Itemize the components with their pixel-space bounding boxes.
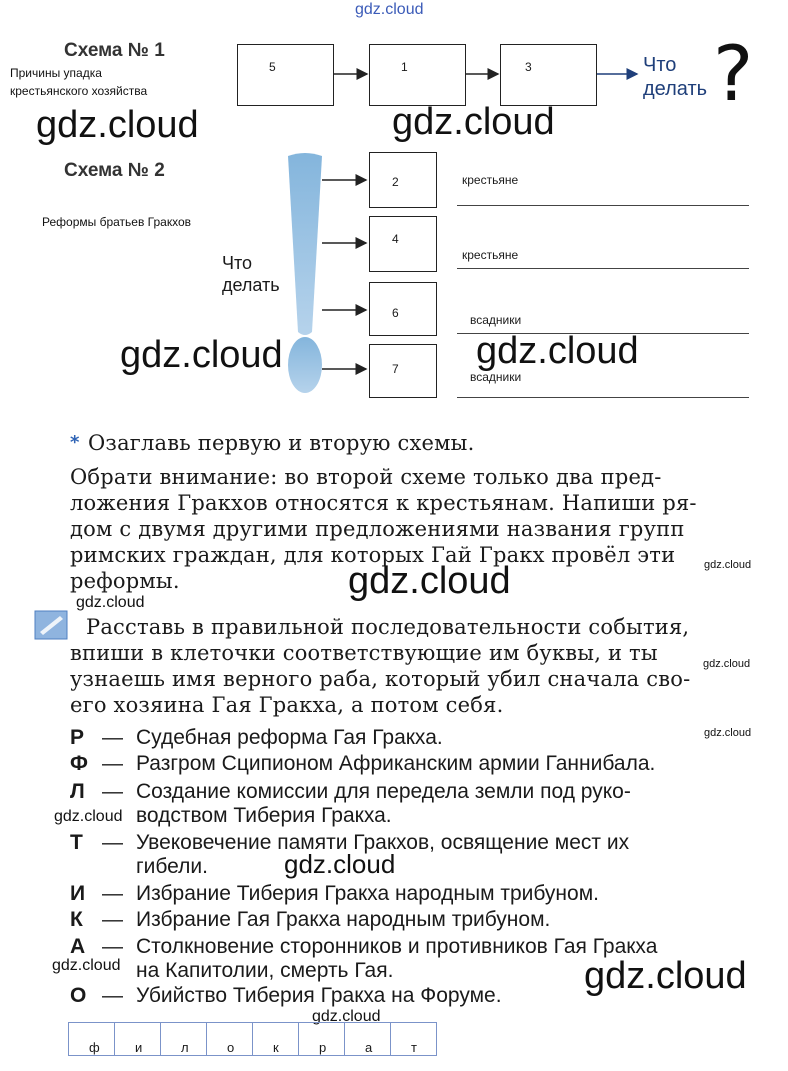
watermark: gdz.cloud <box>704 559 752 571</box>
answer-line <box>457 268 749 269</box>
scheme2-group-label-3: всадники <box>470 313 522 327</box>
question-mark-icon: ? <box>713 29 754 118</box>
watermark: gdz.cloud <box>36 104 199 146</box>
star-icon: * <box>70 432 80 453</box>
task2-line-1: Расставь в правильной последовательности события, <box>86 615 690 639</box>
watermark: gdz.cloud <box>584 955 747 997</box>
answer-cell-letter: и <box>135 1040 143 1055</box>
scheme2-box-3-number: 6 <box>392 306 399 320</box>
answer-cell[interactable] <box>298 1022 345 1056</box>
event-dash: — <box>102 935 123 958</box>
watermark: gdz.cloud <box>54 808 123 825</box>
scheme2-group-label-1: крестьяне <box>462 173 519 187</box>
scheme1-caption-line2: крестьянского хозяйства <box>10 84 148 98</box>
answer-cell[interactable] <box>114 1022 161 1056</box>
watermark: gdz.cloud <box>120 334 283 376</box>
scheme2-group-label-4: всадники <box>470 370 522 384</box>
scheme1-box-3-number: 3 <box>525 60 532 74</box>
answer-cell-letter: т <box>411 1040 417 1055</box>
scheme2-question-line1: Что <box>222 253 253 273</box>
event-text-continued: на Капитолии, смерть Гая. <box>136 959 394 982</box>
task1-line-3: ложения Гракхов относятся к крестьянам. Напиши ря- <box>70 491 697 515</box>
scheme1-caption-line1: Причины упадка <box>10 66 102 80</box>
event-text: Создание комиссии для передела земли под руко- <box>136 780 631 803</box>
watermark: gdz.cloud <box>348 560 511 602</box>
event-text: Убийство Тиберия Гракха на Форуме. <box>136 984 502 1007</box>
event-text: Избрание Гая Гракха народным трибуном. <box>136 908 551 931</box>
answer-cell[interactable] <box>206 1022 253 1056</box>
answer-line <box>457 205 749 206</box>
answer-cell-letter: л <box>181 1040 189 1055</box>
scheme1-question-line1: Что <box>643 54 677 76</box>
event-text: Увековечение памяти Гракхов, освящение мест их <box>136 831 630 854</box>
answer-cell-letter: о <box>227 1040 235 1055</box>
watermark: gdz.cloud <box>284 849 396 879</box>
answer-line <box>457 397 749 398</box>
watermark: gdz.cloud <box>76 594 145 611</box>
scheme2-question-line2: делать <box>222 275 280 295</box>
event-text: Столкновение сторонников и противников Гая Гракха <box>136 935 658 958</box>
task2-line-4: его хозяина Гая Гракха, а потом себя. <box>70 693 504 717</box>
event-letter: К <box>70 908 83 931</box>
scheme2-box-2 <box>369 216 437 272</box>
task1-line-5: римских граждан, для которых Гай Гракх провёл эти <box>70 543 676 567</box>
answer-cell[interactable] <box>68 1022 115 1056</box>
event-letter: А <box>70 935 86 958</box>
event-dash: — <box>102 726 123 749</box>
event-text-continued: водством Тиберия Гракха. <box>136 804 392 827</box>
event-dash: — <box>102 908 123 931</box>
watermark: gdz.cloud <box>476 330 639 372</box>
event-letter: О <box>70 984 87 1007</box>
scheme2-caption: Реформы братьев Гракхов <box>42 215 192 229</box>
event-dash: — <box>102 780 123 803</box>
event-letter: Ф <box>70 752 88 775</box>
watermark: gdz.cloud <box>392 101 555 143</box>
scheme2-box-4 <box>369 344 437 398</box>
scheme1-box-1-number: 5 <box>269 60 276 74</box>
task1-line-2: Обрати внимание: во второй схеме только два пред- <box>70 465 662 489</box>
scheme2-box-1-number: 2 <box>392 175 399 189</box>
event-text: Избрание Тиберия Гракха народным трибуном. <box>136 882 599 905</box>
answer-cell[interactable] <box>344 1022 391 1056</box>
scheme1-box-2-number: 1 <box>401 60 408 74</box>
watermark: gdz.cloud <box>355 1 424 18</box>
answer-cells <box>68 1022 436 1056</box>
task1-line-6: реформы. <box>70 569 180 593</box>
event-text-continued: гибели. <box>136 855 208 878</box>
event-text: Разгром Сципионом Африканским армии Ганнибала. <box>136 752 656 775</box>
event-dash: — <box>102 752 123 775</box>
scheme2-box-4-number: 7 <box>392 362 399 376</box>
pencil-task-icon <box>34 610 68 640</box>
answer-cell-letter: ф <box>89 1040 100 1055</box>
watermark: gdz.cloud <box>52 957 121 974</box>
event-dash: — <box>102 882 123 905</box>
event-letter: И <box>70 882 86 905</box>
scheme2-group-label-2: крестьяне <box>462 248 519 262</box>
event-letter: Т <box>70 831 83 854</box>
scheme2-title: Схема № 2 <box>64 160 165 181</box>
answer-cell[interactable] <box>390 1022 437 1056</box>
scheme1-title: Схема № 1 <box>64 40 165 61</box>
task1-line-4: дом с двумя другими предложениями названия групп <box>70 517 685 541</box>
answer-cell-letter: а <box>365 1040 373 1055</box>
event-letter: Р <box>70 726 85 749</box>
watermark: gdz.cloud <box>312 1008 381 1025</box>
scheme2-box-1 <box>369 152 437 208</box>
answer-cell-letter: к <box>273 1040 279 1055</box>
event-dash: — <box>102 984 123 1007</box>
scheme1-question-line2: делать <box>643 78 708 100</box>
event-letter: Л <box>70 780 85 803</box>
answer-cell[interactable] <box>160 1022 207 1056</box>
answer-cell-letter: р <box>319 1040 327 1055</box>
event-dash: — <box>102 831 123 854</box>
scheme2-box-3 <box>369 282 437 336</box>
watermark: gdz.cloud <box>703 658 751 670</box>
task1-line-1: Озаглавь первую и вторую схемы. <box>88 431 475 455</box>
scheme2-box-2-number: 4 <box>392 232 399 246</box>
task2-line-2: впиши в клеточки соответствующие им буквы, и ты <box>70 641 658 665</box>
event-text: Судебная реформа Гая Гракха. <box>136 726 443 749</box>
task2-line-3: узнаешь имя верного раба, который убил сначала сво- <box>70 667 691 691</box>
watermark: gdz.cloud <box>704 727 752 739</box>
answer-cell[interactable] <box>252 1022 299 1056</box>
